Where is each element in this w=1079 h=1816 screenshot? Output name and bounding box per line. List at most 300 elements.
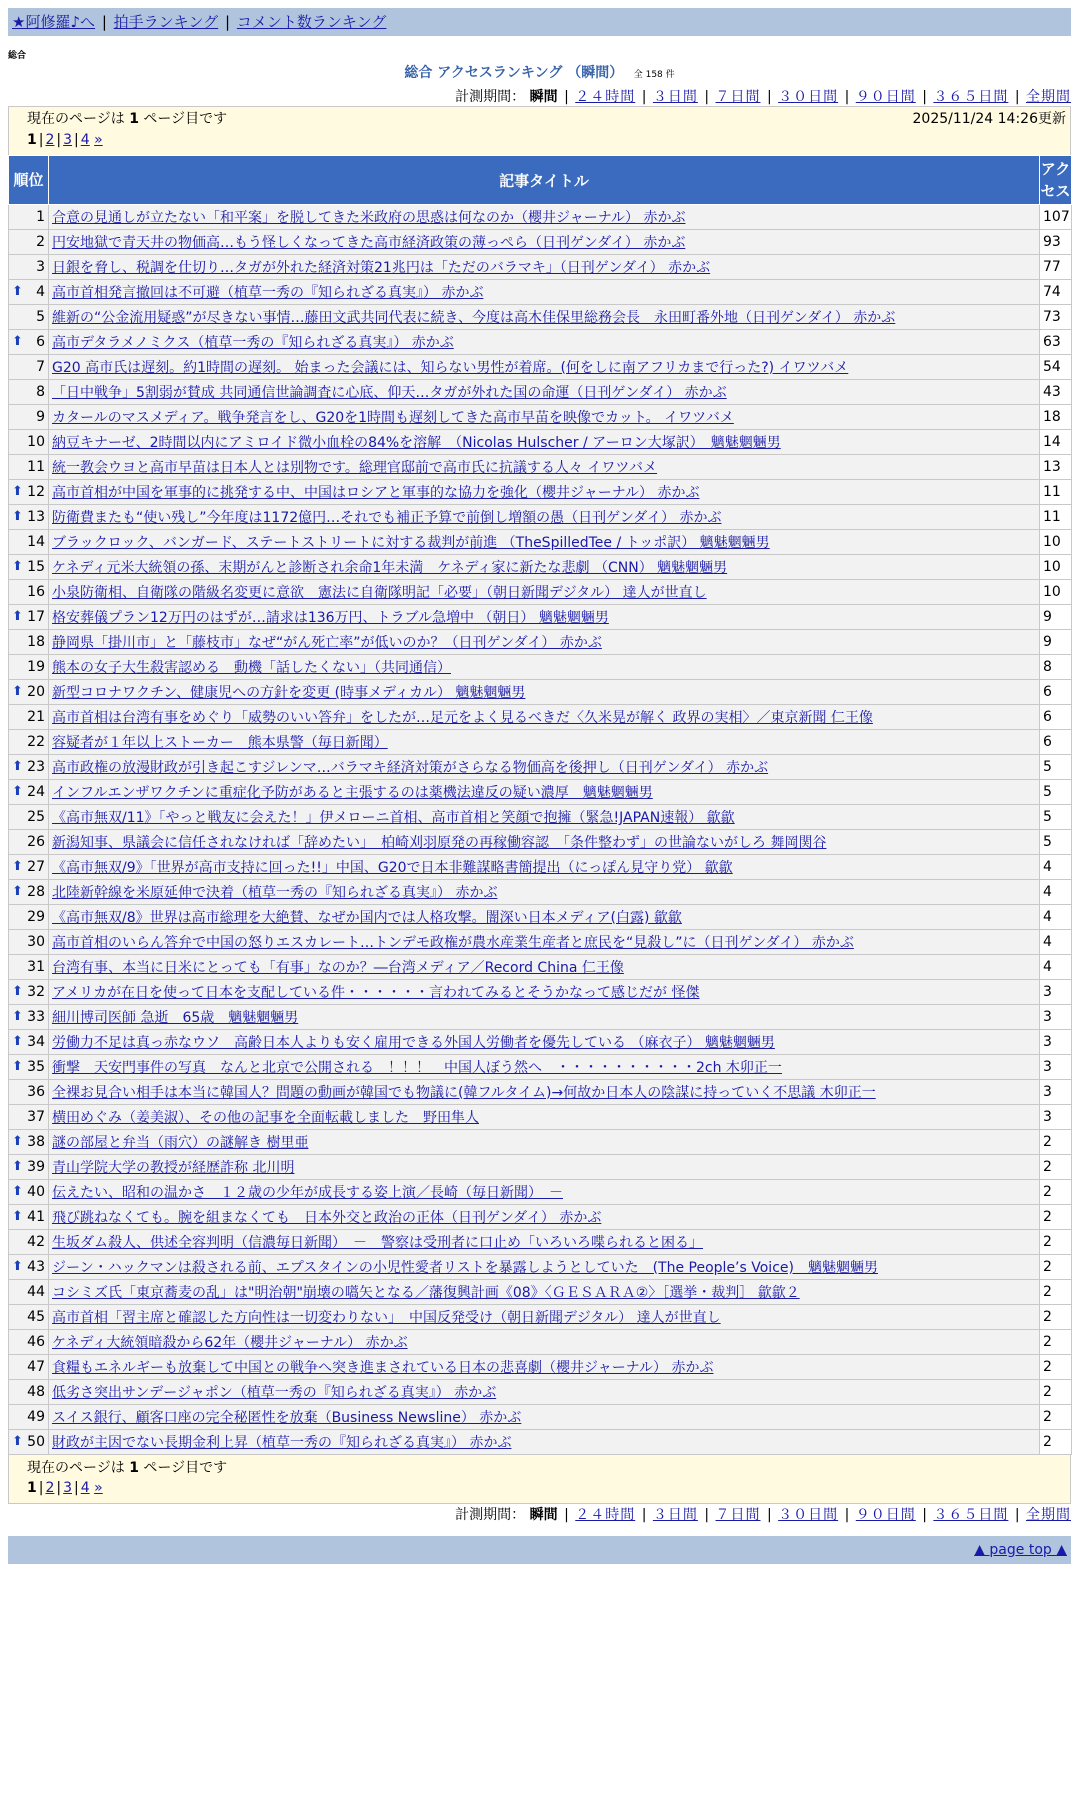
table-row <box>9 1255 1072 1280</box>
article-link[interactable]: 衝撃 天安門事件の写真 なんと北京で公開される ！！！ 中国人ぼう然へ ・・・・・・・・・・2ch 木卯正一 <box>52 1060 782 1076</box>
article-link[interactable]: 高市首相が中国を軍事的に挑発する中、中国はロシアと軍事的な協力を強化（櫻井ジャーナル） 赤かぶ <box>52 485 700 501</box>
title-cell <box>49 1080 1040 1105</box>
access-count-cell: 4 <box>1040 855 1072 880</box>
article-link[interactable]: 伝えたい、昭和の温かさ １２歳の少年が成長する姿上演／長崎（毎日新聞） － <box>52 1185 563 1201</box>
table-header-row <box>9 156 1072 205</box>
article-link[interactable]: 労働力不足は真っ赤なウソ 高齢日本人よりも安く雇用できる外国人労働者を優先している （麻衣子） 魑魅魍魎男 <box>52 1035 775 1051</box>
rank-number: 28 <box>27 884 45 900</box>
rank-number: 29 <box>27 909 45 925</box>
rank-number: 43 <box>27 1259 45 1275</box>
pager-top <box>27 129 1070 151</box>
pager-separator: | <box>56 1480 62 1496</box>
table-row <box>9 730 1072 755</box>
article-link[interactable]: 飛び跳ねなくても。腕を組まなくても 日本外交と政治の正体（日刊ゲンダイ） 赤かぶ <box>52 1210 602 1226</box>
period-separator: | <box>559 89 574 105</box>
access-count-cell: 4 <box>1040 955 1072 980</box>
article-link[interactable]: 日銀を脅し、税調を仕切り…タガが外れた経済対策21兆円は「ただのバラマキ」（日刊ゲンダイ） 赤かぶ <box>52 260 711 276</box>
rank-cell <box>9 1230 49 1255</box>
title-cell <box>49 905 1040 930</box>
rank-cell <box>9 355 49 380</box>
article-link[interactable]: 高市首相「習主席と確認した方向性は一切変わりない」 中国反発受け（朝日新聞デジタル） 達人が世直し <box>52 1310 721 1326</box>
article-link[interactable]: インフルエンザワクチンに重症化予防があると主張するのは薬機法違反の疑い濃厚 魑魅魍魎男 <box>52 785 653 801</box>
article-link[interactable]: 新潟知事、県議会に信任されなければ「辞めたい」 柏崎刈羽原発の再稼働容認 「条件整わず」の世論ないがしろ 舞岡関谷 <box>52 835 827 851</box>
updated-timestamp: 2025/11/24 14:26更新 <box>912 111 1066 127</box>
article-link[interactable]: ケネディ大統領暗殺から62年（櫻井ジャーナル） 赤かぶ <box>52 1335 408 1351</box>
rank-cell <box>9 1155 49 1180</box>
pager-page-link[interactable]: 2 <box>45 1480 55 1496</box>
article-link[interactable]: 容疑者が１年以上ストーカー 熊本県警（毎日新聞） <box>52 735 388 751</box>
rank-cell <box>9 1080 49 1105</box>
article-link[interactable]: 高市首相は台湾有事をめぐり「威勢のいい答弁」をしたが…足元をよく見るべきだ〈久米晃が解く 政界の実相〉／東京新聞 仁王像 <box>52 710 873 726</box>
pager-page-link[interactable]: 3 <box>63 1480 73 1496</box>
article-link[interactable]: 統一教会ウヨと高市早苗は日本人とは別物です。総理官邸前で高市氏に抗議する人々 イワツバメ <box>52 460 658 476</box>
table-row <box>9 1205 1072 1230</box>
access-count-cell: 6 <box>1040 705 1072 730</box>
up-arrow-icon: ⬆ <box>12 1209 23 1224</box>
article-link[interactable]: 防衛費またも“使い残し”今年度は1172億円…それでも補正予算で前倒し増額の愚（日刊ゲンダイ） 赤かぶ <box>52 510 722 526</box>
article-link[interactable]: カタールのマスメディア。戦争発言をし、G20を1時間も遅刻してきた高市早苗を映像でカット。 イワツバメ <box>52 410 734 426</box>
table-row <box>9 480 1072 505</box>
rank-number: 14 <box>27 534 45 550</box>
article-link[interactable]: 細川博司医師 急逝 65歳 魑魅魍魎男 <box>52 1010 299 1026</box>
rank-number: 16 <box>27 584 45 600</box>
table-row <box>9 1005 1072 1030</box>
access-count-cell: 3 <box>1040 1030 1072 1055</box>
table-row <box>9 805 1072 830</box>
access-count-cell: 9 <box>1040 630 1072 655</box>
page-title: 総合 アクセスランキング （瞬間） <box>404 65 624 81</box>
up-arrow-icon: ⬆ <box>12 684 23 699</box>
rank-cell <box>9 880 49 905</box>
rank-cell <box>9 855 49 880</box>
period-link[interactable]: ９０日間 <box>855 1507 916 1523</box>
article-link[interactable]: 高市首相発言撤回は不可避（植草一秀の『知られざる真実』） 赤かぶ <box>52 285 484 301</box>
table-row <box>9 305 1072 330</box>
title-cell <box>49 930 1040 955</box>
pager-page-link[interactable]: 4 <box>80 1480 90 1496</box>
article-link[interactable]: ジーン・ハックマンは殺される前、エプスタインの小児性愛者リストを暴露しようとしていた (The People’s Voice) 魑魅魍魎男 <box>52 1260 878 1276</box>
period-link[interactable]: 全期間 <box>1026 1507 1071 1523</box>
rank-number: 18 <box>27 634 45 650</box>
access-count-cell: 107 <box>1040 205 1072 230</box>
article-link[interactable]: 《高市無双/8》世界は高市総理を大絶賛、なぜか国内では人格攻撃。闇深い日本メディア(白露) 歙歙 <box>52 910 682 926</box>
rank-number: 19 <box>27 659 45 675</box>
title-cell <box>49 1030 1040 1055</box>
up-arrow-icon: ⬆ <box>12 1159 23 1174</box>
rank-cell <box>9 1055 49 1080</box>
table-row <box>9 405 1072 430</box>
rank-column-header: 順位 <box>9 156 49 205</box>
table-row <box>9 1380 1072 1405</box>
article-link[interactable]: 《高市無双/11》「やっと戦友に会えた！」伊メローニ首相、高市首相と笑顔で抱擁（緊急!JAPAN速報） 歙歙 <box>52 810 735 826</box>
article-link[interactable]: 格安葬儀プラン12万円のはずが…請求は136万円、トラブル急増中 （朝日） 魑魅魍魎男 <box>52 610 609 626</box>
up-arrow-icon: ⬆ <box>12 1259 23 1274</box>
rank-cell <box>9 630 49 655</box>
pager-next-link[interactable]: » <box>94 132 103 148</box>
title-cell <box>49 280 1040 305</box>
article-link[interactable]: 維新の“公金流用疑惑”が尽きない事情…藤田文武共同代表に続き、今度は高木佳保里総務会長 永田町番外地（日刊ゲンダイ） 赤かぶ <box>52 310 896 326</box>
title-cell <box>49 355 1040 380</box>
rank-cell <box>9 580 49 605</box>
title-cell <box>49 855 1040 880</box>
rank-number: 45 <box>27 1309 45 1325</box>
article-link[interactable]: 財政が主因でない長期金利上昇（植草一秀の『知られざる真実』） 赤かぶ <box>52 1435 512 1451</box>
rank-number: 37 <box>27 1109 45 1125</box>
table-row <box>9 1430 1072 1455</box>
period-separator: | <box>1010 89 1024 105</box>
access-count-cell: 2 <box>1040 1405 1072 1430</box>
title-cell <box>49 255 1040 280</box>
section-tag: 総合 <box>8 51 27 61</box>
title-cell <box>49 880 1040 905</box>
table-row <box>9 655 1072 680</box>
article-link[interactable]: 横田めぐみ（姜美淑）、その他の記事を全面転載しました 野田隼人 <box>52 1110 479 1126</box>
article-link[interactable]: 北陸新幹線を米原延伸で決着（植草一秀の『知られざる真実』） 赤かぶ <box>52 885 498 901</box>
title-cell <box>49 1405 1040 1430</box>
article-link[interactable]: 小泉防衛相、自衛隊の階級名変更に意欲 憲法に自衛隊明記「必要」（朝日新聞デジタル） 達人が世直し <box>52 585 707 601</box>
title-cell <box>49 680 1040 705</box>
article-link[interactable]: 静岡県「掛川市」と「藤枝市」なぜ“がん死亡率”が低いのか？（日刊ゲンダイ） 赤かぶ <box>52 635 602 651</box>
title-cell <box>49 780 1040 805</box>
table-row <box>9 955 1072 980</box>
clap-ranking-link[interactable]: 拍手ランキング <box>113 13 219 31</box>
rank-cell <box>9 955 49 980</box>
table-row <box>9 1105 1072 1130</box>
table-row <box>9 230 1072 255</box>
title-cell <box>49 480 1040 505</box>
article-link[interactable]: 新型コロナワクチン、健康児への方針を変更 (時事メディカル） 魑魅魍魎男 <box>52 685 526 701</box>
access-count-cell: 77 <box>1040 255 1072 280</box>
access-count-cell: 2 <box>1040 1230 1072 1255</box>
article-link[interactable]: 納豆キナーゼ、2時間以内にアミロイド微小血栓の84%を溶解 （Nicolas Hulscher / アーロン大塚訳） 魑魅魍魎男 <box>52 435 781 451</box>
rank-cell <box>9 1305 49 1330</box>
access-count-cell: 2 <box>1040 1380 1072 1405</box>
period-link[interactable]: ３日間 <box>652 89 698 105</box>
access-count-cell: 93 <box>1040 230 1072 255</box>
access-count-cell: 3 <box>1040 1005 1072 1030</box>
rank-cell <box>9 405 49 430</box>
access-count-cell: 11 <box>1040 480 1072 505</box>
period-link[interactable]: ３６５日間 <box>933 1507 1009 1523</box>
up-arrow-icon: ⬆ <box>12 984 23 999</box>
period-label: 計測期間： <box>455 1507 526 1523</box>
period-separator: | <box>840 89 854 105</box>
bottom-bar <box>8 1536 1071 1564</box>
access-count-cell: 14 <box>1040 430 1072 455</box>
title-cell <box>49 955 1040 980</box>
rank-number: 12 <box>27 484 45 500</box>
period-link[interactable]: ９０日間 <box>855 89 916 105</box>
rank-number: 39 <box>27 1159 45 1175</box>
rank-number: 32 <box>27 984 45 1000</box>
rank-cell <box>9 1280 49 1305</box>
rank-number: 2 <box>36 234 45 250</box>
table-row <box>9 355 1072 380</box>
period-separator: | <box>917 89 932 105</box>
article-link[interactable]: 高市首相のいらん答弁で中国の怒りエスカレート…トンデモ政権が農水産業生産者と庶民を“見殺し”に（日刊ゲンダイ） 赤かぶ <box>52 935 854 951</box>
rank-number: 9 <box>36 409 45 425</box>
table-row <box>9 980 1072 1005</box>
period-link[interactable]: ７日間 <box>715 89 761 105</box>
article-link[interactable]: 青山学院大学の教授が経歴詐称 北川明 <box>52 1160 295 1176</box>
period-current: 瞬間 <box>529 89 558 105</box>
title-cell <box>49 1305 1040 1330</box>
period-link[interactable]: ２４時間 <box>575 1507 636 1523</box>
article-link[interactable]: 合意の見通しが立たない「和平案」を脱してきた米政府の思惑は何なのか（櫻井ジャーナル） 赤かぶ <box>52 210 686 226</box>
pager-separator: | <box>38 1480 44 1496</box>
rank-cell <box>9 205 49 230</box>
rank-cell <box>9 730 49 755</box>
access-count-cell: 43 <box>1040 380 1072 405</box>
title-cell <box>49 580 1040 605</box>
ranking-heading <box>8 62 1071 82</box>
article-link[interactable]: 生坂ダム殺人、供述全容判明（信濃毎日新聞） － 警察は受刑者に口止め「いろいろ喋られると困る」 <box>52 1235 703 1251</box>
title-cell <box>49 630 1040 655</box>
table-row <box>9 1130 1072 1155</box>
rank-number: 7 <box>36 359 45 375</box>
article-link[interactable]: 低劣さ突出サンデージャポン（植草一秀の『知られざる真実』） 赤かぶ <box>52 1385 497 1401</box>
rank-cell <box>9 280 49 305</box>
table-row <box>9 855 1072 880</box>
rank-cell <box>9 1130 49 1155</box>
rank-number: 26 <box>27 834 45 850</box>
period-separator: | <box>762 1507 777 1523</box>
up-arrow-icon: ⬆ <box>12 559 23 574</box>
rank-cell <box>9 755 49 780</box>
rank-number: 24 <box>27 784 45 800</box>
title-cell <box>49 1005 1040 1030</box>
up-arrow-icon: ⬆ <box>12 1059 23 1074</box>
period-link[interactable]: ３０日間 <box>778 89 839 105</box>
rank-cell <box>9 780 49 805</box>
table-row <box>9 1355 1072 1380</box>
access-count-cell: 9 <box>1040 605 1072 630</box>
page-info-top <box>8 106 1071 155</box>
rank-number: 23 <box>27 759 45 775</box>
period-link[interactable]: ３日間 <box>652 1507 698 1523</box>
pager-separator: | <box>74 132 79 148</box>
access-count-cell: 13 <box>1040 455 1072 480</box>
access-count-cell: 3 <box>1040 1055 1072 1080</box>
period-separator: | <box>1010 1507 1024 1523</box>
article-link[interactable]: コシミズ氏「東京蕎麦の乱」は"明治朝"崩壊の嚆矢となる／藩復興計画《08》〈ＧＥＳＡＲＡ②〉［選挙・裁判］ 歙歙２ <box>52 1285 800 1301</box>
title-cell <box>49 230 1040 255</box>
up-arrow-icon: ⬆ <box>12 759 23 774</box>
table-row <box>9 1305 1072 1330</box>
title-cell <box>49 1430 1040 1455</box>
access-count-cell: 3 <box>1040 980 1072 1005</box>
table-row <box>9 205 1072 230</box>
access-count-cell: 5 <box>1040 830 1072 855</box>
rank-cell <box>9 1255 49 1280</box>
rank-cell <box>9 380 49 405</box>
access-count-cell: 2 <box>1040 1280 1072 1305</box>
table-row <box>9 905 1072 930</box>
title-cell <box>49 380 1040 405</box>
table-row <box>9 630 1072 655</box>
access-count-cell: 18 <box>1040 405 1072 430</box>
access-count-cell: 2 <box>1040 1205 1072 1230</box>
access-column-header: アクセス <box>1040 156 1072 205</box>
access-count-cell: 4 <box>1040 905 1072 930</box>
title-cell <box>49 1255 1040 1280</box>
rank-cell <box>9 1005 49 1030</box>
article-link[interactable]: ブラックロック、バンガード、ステートストリートに対する裁判が前進 （TheSpilledTee / トッポ訳） 魑魅魍魎男 <box>52 535 770 551</box>
article-link[interactable]: ケネディ元米大統領の孫、末期がんと診断され余命1年未満 ケネディ家に新たな悲劇 （CNN） 魑魅魍魎男 <box>52 560 728 576</box>
rank-number: 47 <box>27 1359 45 1375</box>
title-cell <box>49 1380 1040 1405</box>
access-count-cell: 5 <box>1040 755 1072 780</box>
title-cell <box>49 530 1040 555</box>
pager-current-page: 1 <box>27 1480 37 1496</box>
rank-cell <box>9 980 49 1005</box>
page-top-link[interactable]: ▲ page top ▲ <box>974 1542 1067 1558</box>
rank-cell <box>9 1430 49 1455</box>
access-count-cell: 5 <box>1040 805 1072 830</box>
up-arrow-icon: ⬆ <box>12 859 23 874</box>
pager-page-link[interactable]: 3 <box>63 132 73 148</box>
rank-number: 11 <box>27 459 45 475</box>
rank-cell <box>9 505 49 530</box>
nav-separator: | <box>225 13 231 31</box>
pager-page-link[interactable]: 2 <box>45 132 55 148</box>
period-separator: | <box>637 1507 651 1523</box>
access-count-cell: 2 <box>1040 1255 1072 1280</box>
table-row <box>9 580 1072 605</box>
article-link[interactable]: 台湾有事、本当に日米にとっても「有事」なのか？―台湾メディア／Record China 仁王像 <box>52 960 624 976</box>
access-count-cell: 2 <box>1040 1180 1072 1205</box>
current-page-text-bottom: 現在のページは 1 ページ目です <box>27 1460 228 1476</box>
article-link[interactable]: G20 高市氏は遅刻。約1時間の遅刻。 始まった会議には、知らない男性が着席。(何をしに南アフリカまで行った?) イワツバメ <box>52 360 849 376</box>
up-arrow-icon: ⬆ <box>12 484 23 499</box>
nav-separator: | <box>101 13 107 31</box>
table-row <box>9 1030 1072 1055</box>
article-link[interactable]: 高市デタラメノミクス（植草一秀の『知られざる真実』） 赤かぶ <box>52 335 454 351</box>
article-link[interactable]: 謎の部屋と弁当（雨穴）の謎解き 樹里亜 <box>52 1135 309 1151</box>
period-label: 計測期間： <box>455 89 526 105</box>
period-separator: | <box>699 89 714 105</box>
rank-number: 21 <box>27 709 45 725</box>
title-cell <box>49 430 1040 455</box>
rank-cell <box>9 830 49 855</box>
period-separator: | <box>762 89 777 105</box>
up-arrow-icon: ⬆ <box>12 509 23 524</box>
rank-cell <box>9 1105 49 1130</box>
access-count-cell: 2 <box>1040 1355 1072 1380</box>
title-cell <box>49 555 1040 580</box>
rank-cell <box>9 805 49 830</box>
title-cell <box>49 205 1040 230</box>
access-count-cell: 4 <box>1040 880 1072 905</box>
up-arrow-icon: ⬆ <box>12 1009 23 1024</box>
article-link[interactable]: 「日中戦争」5割弱が賛成 共同通信世論調査に心底、仰天…タガが外れた国の命運（日刊ゲンダイ） 赤かぶ <box>52 385 727 401</box>
article-link[interactable]: 高市政権の放漫財政が引き起こすジレンマ…バラマキ経済対策がさらなる物価高を後押し（日刊ゲンダイ） 赤かぶ <box>52 760 769 776</box>
table-row <box>9 1080 1072 1105</box>
rank-cell <box>9 480 49 505</box>
rank-number: 1 <box>36 209 45 225</box>
title-cell <box>49 1355 1040 1380</box>
access-count-cell: 11 <box>1040 505 1072 530</box>
up-arrow-icon: ⬆ <box>12 1034 23 1049</box>
title-cell <box>49 655 1040 680</box>
period-link[interactable]: 全期間 <box>1026 89 1071 105</box>
rank-cell <box>9 1180 49 1205</box>
article-link[interactable]: 食糧もエネルギーも放棄して中国との戦争へ突き進まされている日本の悲喜劇（櫻井ジャーナル） 赤かぶ <box>52 1360 714 1376</box>
access-count-cell: 54 <box>1040 355 1072 380</box>
table-row <box>9 1230 1072 1255</box>
table-row <box>9 930 1072 955</box>
table-row <box>9 1405 1072 1430</box>
up-arrow-icon: ⬆ <box>12 784 23 799</box>
access-count-cell: 6 <box>1040 680 1072 705</box>
rank-cell <box>9 1030 49 1055</box>
period-link[interactable]: ７日間 <box>715 1507 761 1523</box>
table-row <box>9 830 1072 855</box>
rank-cell <box>9 230 49 255</box>
rank-cell <box>9 305 49 330</box>
access-count-cell: 2 <box>1040 1330 1072 1355</box>
rank-number: 6 <box>36 334 45 350</box>
rank-number: 40 <box>27 1184 45 1200</box>
access-count-cell: 6 <box>1040 730 1072 755</box>
period-link[interactable]: ３６５日間 <box>933 89 1009 105</box>
table-row <box>9 505 1072 530</box>
home-link[interactable]: ★阿修羅♪へ <box>12 13 96 31</box>
article-link[interactable]: 全裸お見合い相手は本当に韓国人？問題の動画が韓国でも物議に(韓フルタイム)→何故か日本人の陰謀に持っていく不思議 木卯正一 <box>52 1085 876 1101</box>
rank-cell <box>9 1380 49 1405</box>
title-cell <box>49 1105 1040 1130</box>
rank-cell <box>9 530 49 555</box>
table-row <box>9 280 1072 305</box>
rank-cell <box>9 255 49 280</box>
pager-next-link[interactable]: » <box>94 1480 103 1496</box>
period-link[interactable]: ３０日間 <box>778 1507 839 1523</box>
access-count-cell: 3 <box>1040 1080 1072 1105</box>
title-cell <box>49 455 1040 480</box>
title-cell <box>49 1280 1040 1305</box>
pager-page-link[interactable]: 4 <box>80 132 90 148</box>
article-link[interactable]: スイス銀行、顧客口座の完全秘匿性を放棄（Business Newsline） 赤かぶ <box>52 1410 522 1426</box>
rank-number: 46 <box>27 1334 45 1350</box>
rank-number: 3 <box>36 259 45 275</box>
article-link[interactable]: アメリカが在日を使って日本を支配している件・・・・・・言われてみるとそうかなって感じだが 怪傑 <box>52 985 700 1001</box>
rank-cell <box>9 605 49 630</box>
title-cell <box>49 705 1040 730</box>
up-arrow-icon: ⬆ <box>12 284 23 299</box>
rank-number: 15 <box>27 559 45 575</box>
access-count-cell: 2 <box>1040 1305 1072 1330</box>
article-link[interactable]: 熊本の女子大生殺害認める 動機「話したくない」（共同通信） <box>52 660 451 676</box>
period-separator: | <box>917 1507 932 1523</box>
up-arrow-icon: ⬆ <box>12 1434 23 1449</box>
rank-cell <box>9 1355 49 1380</box>
period-link[interactable]: ２４時間 <box>575 89 636 105</box>
rank-number: 42 <box>27 1234 45 1250</box>
article-link[interactable]: 円安地獄で青天井の物価高…もう怪しくなってきた高市経済政策の薄っぺら（日刊ゲンダイ） 赤かぶ <box>52 235 686 251</box>
title-cell <box>49 1205 1040 1230</box>
up-arrow-icon: ⬆ <box>12 1184 23 1199</box>
table-row <box>9 1330 1072 1355</box>
pager-separator: | <box>56 132 62 148</box>
rank-cell <box>9 680 49 705</box>
table-row <box>9 555 1072 580</box>
title-cell <box>49 605 1040 630</box>
comment-ranking-link[interactable]: コメント数ランキング <box>236 13 387 31</box>
access-count-cell: 63 <box>1040 330 1072 355</box>
access-count-cell: 8 <box>1040 655 1072 680</box>
article-link[interactable]: 《高市無双/9》「世界が高市支持に回った!!」中国、G20で日本非難謀略書簡提出（にっぽん見守り党） 歙歙 <box>52 860 733 876</box>
rank-cell <box>9 455 49 480</box>
